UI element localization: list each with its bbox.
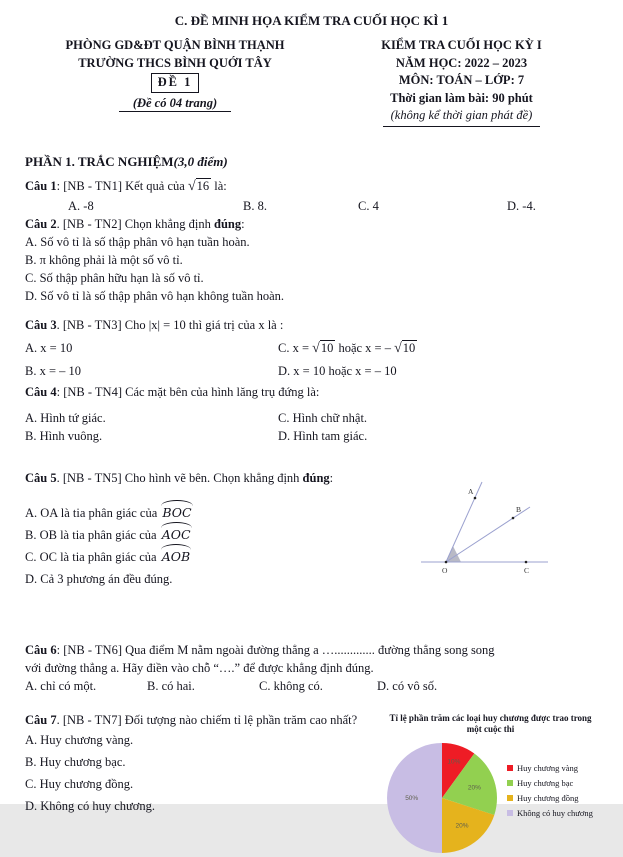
legend-item — [507, 793, 593, 803]
label-c: C — [524, 565, 530, 575]
question-4-label: Câu 4 — [25, 384, 57, 399]
point-a — [474, 496, 477, 499]
part1-title: PHẦN 1. TRẮC NGHIỆM — [25, 153, 174, 169]
legend-swatch — [507, 765, 513, 771]
pie-chart — [383, 739, 501, 857]
option-d: D. Số vô tỉ là số thập phân vô hạn không tuần hoàn. — [25, 288, 284, 303]
option-a — [25, 502, 455, 524]
option-d: D. x = 10 hoặc x = – 10 — [278, 363, 397, 378]
distribution-note: (không kể thời gian phát đề) — [383, 107, 541, 127]
label-o: O — [442, 565, 448, 575]
point-c — [525, 560, 528, 563]
option-a: A. Huy chương vàng. — [25, 732, 134, 747]
option-c-mid: hoặc x = – — [335, 340, 395, 355]
question-3 — [25, 316, 598, 383]
option-c: C. không có. — [259, 678, 323, 693]
point-o — [445, 560, 448, 563]
legend-label: Huy chương đồng — [517, 793, 579, 803]
radical-sign: √ — [187, 178, 196, 194]
angle-notation: AOC — [160, 524, 193, 546]
question-7-label: Câu 7 — [25, 712, 57, 727]
question-6 — [25, 641, 598, 695]
question-2 — [25, 215, 598, 305]
option-c-text: C. x = — [278, 340, 313, 355]
question-6-line2: với đường thẳng a. Hãy điền vào chỗ “….” để được khẳng định đúng. — [25, 660, 374, 675]
question-1-options — [25, 197, 598, 215]
radicand: 10 — [402, 340, 416, 355]
question-1-text: : [NB - TN1] Kết quả của — [56, 178, 188, 193]
question-7-body — [25, 711, 373, 857]
question-3-intro — [25, 316, 598, 334]
question-4-intro — [25, 383, 598, 401]
option-a: A. Hình tứ giác. — [25, 410, 106, 425]
radicand: 16 — [196, 178, 210, 193]
pie-chart-block — [373, 711, 598, 857]
option-d: D. Cả 3 phương án đều đúng. — [25, 571, 173, 586]
pie-legend — [507, 763, 593, 818]
legend-label: Không có huy chương — [517, 808, 593, 818]
label-b: B — [516, 504, 522, 514]
emphasis-dung: đúng — [302, 470, 330, 485]
question-6-options — [25, 677, 598, 695]
option-b: B. x = – 10 — [25, 363, 82, 378]
option-a: A. -8 — [68, 198, 94, 213]
option-c — [25, 546, 455, 568]
option-b: B. Hình vuông. — [25, 428, 103, 443]
chart-row — [383, 739, 598, 857]
option-a: A. Số vô tỉ là số thập phân vô hạn tuần hoàn. — [25, 234, 250, 249]
exam-info-year: NĂM HỌC: 2022 – 2023 — [395, 55, 528, 70]
exam-info-subject: MÔN: TOÁN – LỚP: 7 — [398, 73, 525, 87]
question-4-row1 — [25, 409, 598, 427]
option-b: B. 8. — [243, 198, 267, 213]
sqrt-expression — [312, 341, 335, 355]
question-3-row1 — [25, 337, 598, 360]
exam-info-duration: Thời gian làm bài: 90 phút — [390, 90, 533, 105]
question-3-text: . [NB - TN3] Cho |x| = 10 thì giá trị của x là : — [56, 317, 284, 332]
radicand: 10 — [320, 340, 334, 355]
question-5-label: Câu 5 — [25, 470, 57, 485]
issuer-school: TRƯỜNG THCS BÌNH QUỚI TÂY — [78, 55, 272, 70]
option-b — [25, 524, 455, 546]
label-a: A — [468, 486, 474, 496]
legend-swatch — [507, 795, 513, 801]
question-6-text: : [NB - TN6] Qua điểm M nằm ngoài đường thẳng a …............. đường thẳng song song — [56, 642, 495, 657]
point-b — [512, 516, 515, 519]
question-4-row2 — [25, 427, 598, 445]
question-3-label: Câu 3 — [25, 317, 57, 332]
legend-swatch — [507, 810, 513, 816]
question-7-text: . [NB - TN7] Đối tượng nào chiếm tỉ lệ phần trăm cao nhất? — [56, 712, 358, 727]
sqrt-expression — [394, 341, 417, 355]
document-title: C. ĐỀ MINH HỌA KIỂM TRA CUỐI HỌC KÌ 1 — [174, 13, 449, 28]
exam-header — [25, 37, 598, 127]
pie-slice-label: 20% — [455, 822, 469, 830]
question-2-intro — [25, 215, 598, 233]
chart-title: Tỉ lệ phần trăm các loại huy chương được trao trong một cuộc thi — [389, 712, 592, 734]
legend-swatch — [507, 780, 513, 786]
question-5-text-end: : — [329, 470, 334, 485]
option-b: B. Huy chương bạc. — [25, 754, 126, 769]
question-4 — [25, 383, 598, 445]
option-c: C. Huy chương đồng. — [25, 776, 134, 791]
exam-info-block — [325, 37, 598, 127]
option-c-text: C. OC là tia phân giác của — [25, 549, 160, 564]
question-5 — [25, 469, 598, 619]
legend-item — [507, 763, 593, 773]
question-2-label: Câu 2 — [25, 216, 57, 231]
option-a-text: A. OA là tia phân giác của — [25, 505, 161, 520]
question-2-text: . [NB - TN2] Chọn khẳng định — [56, 216, 215, 231]
question-4-text: : [NB - TN4] Các mặt bên của hình lăng trụ đứng là: — [56, 384, 320, 399]
option-b: B. có hai. — [147, 678, 195, 693]
question-7-intro — [25, 711, 373, 729]
option-c: C. Hình chữ nhật. — [278, 410, 368, 425]
exam-code-box: ĐỀ 1 — [151, 73, 200, 93]
issuer-block — [25, 37, 325, 127]
exam-info-note — [325, 107, 598, 127]
option-c: C. 4 — [358, 198, 379, 213]
option-d: D. có vô số. — [377, 678, 438, 693]
issuer-department: PHÒNG GD&ĐT QUẬN BÌNH THẠNH — [65, 38, 285, 52]
legend-label: Huy chương vàng — [517, 763, 579, 773]
option-c — [278, 337, 417, 360]
angle-notation: AOB — [160, 546, 192, 568]
question-5-text: . [NB - TN5] Cho hình vẽ bên. Chọn khẳng định — [56, 470, 303, 485]
part1-points: (3,0 điểm) — [173, 153, 228, 169]
legend-item — [507, 778, 593, 788]
pie-slice-label: 50% — [405, 794, 419, 802]
angle-figure — [418, 474, 603, 594]
pie-slice-label: 20% — [467, 784, 481, 791]
option-b-text: B. OB là tia phân giác của — [25, 527, 160, 542]
question-2-text-end: : — [241, 216, 245, 231]
question-6-line1 — [25, 641, 598, 659]
pages-note: (Đề có 04 trang) — [119, 96, 231, 112]
option-d: D. -4. — [507, 198, 536, 213]
exam-code-row — [25, 73, 325, 93]
sqrt-expression — [188, 179, 211, 193]
question-1 — [25, 176, 598, 197]
exam-info-title: KIỂM TRA CUỐI HỌC KỲ I — [381, 38, 542, 52]
option-a: A. x = 10 — [25, 340, 73, 355]
question-7 — [25, 711, 598, 857]
option-b: B. π không phải là một số vô tỉ. — [25, 252, 183, 267]
option-c: C. Số thập phân hữu hạn là số vô tỉ. — [25, 270, 204, 285]
question-1-text-end: là: — [211, 178, 227, 193]
part1-heading — [25, 153, 598, 171]
question-5-options — [25, 502, 455, 590]
question-6-label: Câu 6 — [25, 642, 57, 657]
angle-notation: BOC — [160, 502, 193, 524]
radical-sign: √ — [394, 340, 402, 356]
legend-label: Huy chương bạc — [517, 778, 574, 788]
radical-sign: √ — [312, 340, 320, 356]
emphasis-dung: đúng — [214, 216, 242, 231]
legend-item — [507, 808, 593, 818]
pie-slice-label: 10% — [447, 757, 461, 765]
question-1-label: Câu 1 — [25, 178, 57, 193]
question-3-row2 — [25, 360, 598, 383]
pages-note-row — [25, 95, 325, 113]
option-d: D. Hình tam giác. — [278, 428, 368, 443]
option-d: D. Không có huy chương. — [25, 798, 156, 813]
option-a: A. chỉ có một. — [25, 678, 97, 693]
